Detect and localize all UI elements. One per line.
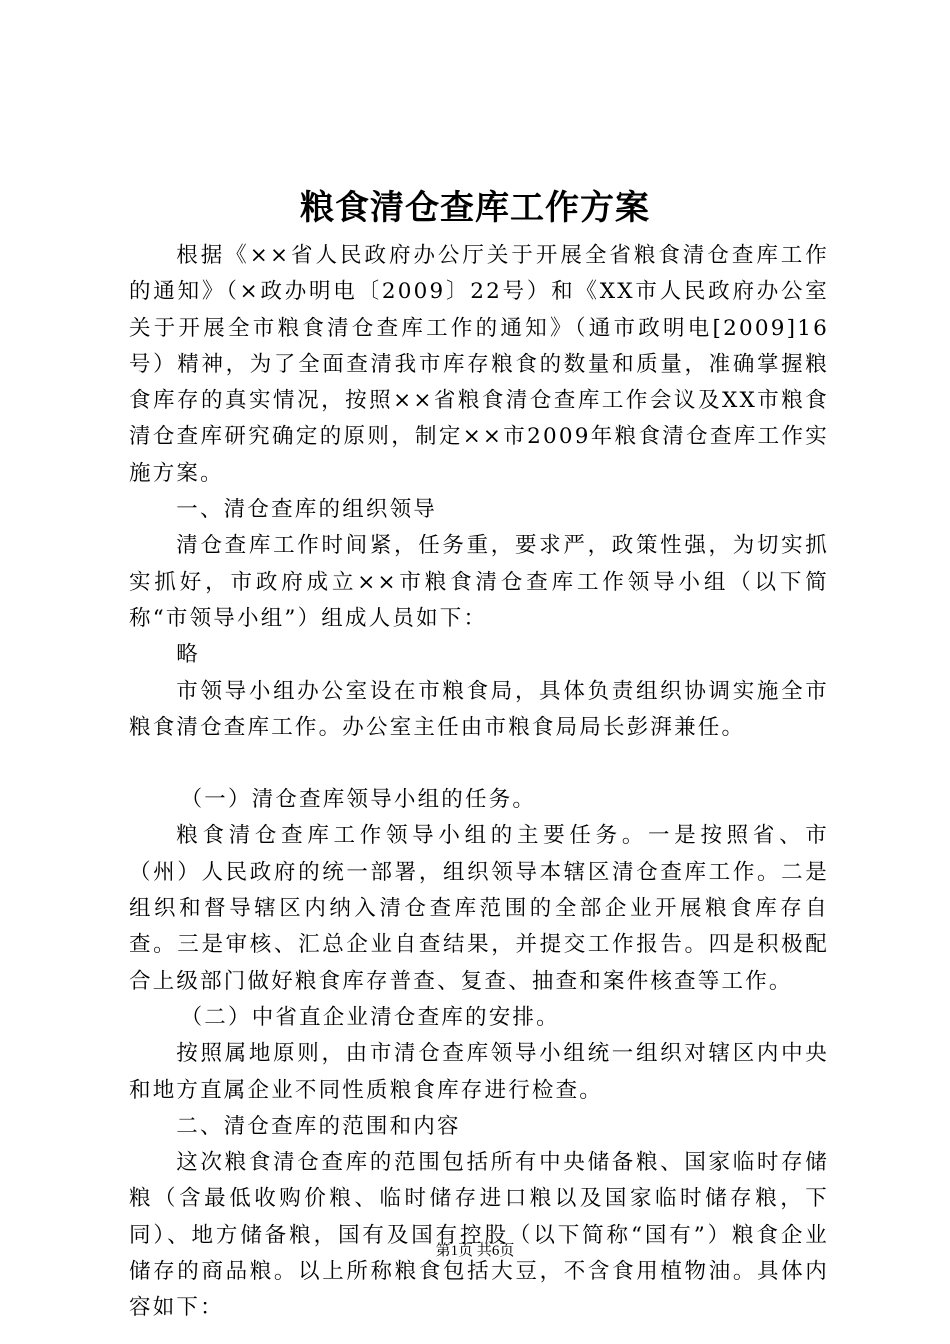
paragraph-scope: 这次粮食清仓查库的范围包括所有中央储备粮、国家临时存储粮（含最低收购价粮、临时储存进口粮以及国家临时储存粮，下同）、地方储备粮，国有及国有控股（以下简称“国有”）粮食企业储存的商品粮。以上所称粮食包括大豆，不含食用植物油。具体内容如下：: [129, 1150, 829, 1321]
section-heading-2: 二、清仓查库的范围和内容: [176, 1113, 461, 1139]
page-footer: 第1页 共6页: [435, 1243, 515, 1259]
paragraph-omitted: 略: [176, 642, 200, 668]
section-heading-1: 一、清仓查库的组织领导: [176, 497, 437, 523]
paragraph-arrangement: 按照属地原则，由市清仓查库领导小组统一组织对辖区内中央和地方直属企业不同性质粮食库存进行检查。: [129, 1041, 829, 1103]
document-body: [129, 238, 829, 1327]
intro-paragraph: 根据《××省人民政府办公厅关于开展全省粮食清仓查库工作的通知》（×政办明电〔2009〕22号）和《XX市人民政府办公室关于开展全市粮食清仓查库工作的通知》（通市政明电[2009]16号）精神，为了全面查清我市库存粮食的数量和质量，准确掌握粮食库存的真实情况，按照××省粮食清仓查库工作会议及XX市粮食清仓查库研究确定的原则，制定××市2009年粮食清仓查库工作实施方案。: [129, 243, 829, 486]
blank-line: [129, 746, 829, 782]
paragraph-leadership: 清仓查库工作时间紧，任务重，要求严，政策性强，为切实抓实抓好，市政府成立××市粮食清仓查库工作领导小组（以下简称“市领导小组”）组成人员如下：: [129, 533, 829, 631]
subsection-heading-1: （一）清仓查库领导小组的任务。: [180, 787, 537, 813]
paragraph-tasks: 粮食清仓查库工作领导小组的主要任务。一是按照省、市（州）人民政府的统一部署，组织领导本辖区清仓查库工作。二是组织和督导辖区内纳入清仓查库范围的全部企业开展粮食库存自查。三是审核、汇总企业自查结果，并提交工作报告。四是积极配合上级部门做好粮食库存普查、复查、抽查和案件核查等工作。: [129, 823, 829, 994]
paragraph-office: 市领导小组办公室设在市粮食局，具体负责组织协调实施全市粮食清仓查库工作。办公室主任由市粮食局局长彭湃兼任。: [129, 678, 829, 740]
subsection-heading-2: （二）中省直企业清仓查库的安排。: [180, 1004, 560, 1030]
document-title: 粮食清仓查库工作方案: [300, 188, 650, 228]
